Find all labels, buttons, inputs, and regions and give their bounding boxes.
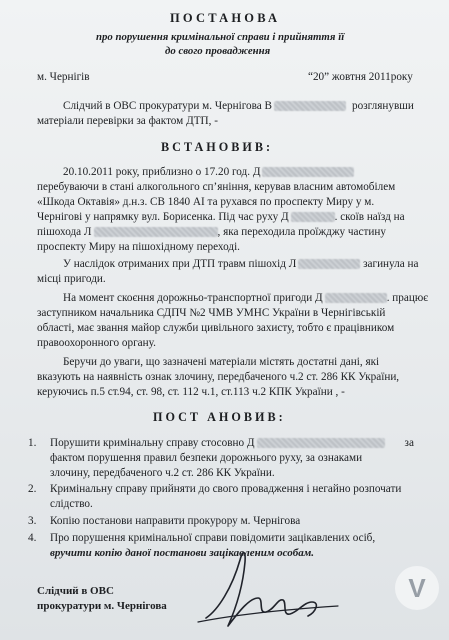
list-item-number: 1.	[28, 437, 37, 449]
list-item-2-line2: слідство.	[50, 498, 93, 510]
list-item-number: 4.	[28, 532, 37, 544]
p1-text-e: , яка переходила проїжджу частину	[217, 226, 386, 238]
list-item-number: 3.	[28, 515, 37, 527]
p1-line3: «Шкода Октавія» д.н.з. СВ 1840 АІ та рухався по проспекту Миру у м.	[37, 196, 375, 208]
place: м. Чернігів	[37, 71, 90, 83]
p2-line2: місці пригоди.	[37, 273, 106, 285]
list-item-2-line1: Кримінальну справу прийняти до свого провадження і негайно розпочати	[50, 483, 402, 495]
section-heading-resolved: ПОСТ АНОВИВ:	[153, 410, 286, 424]
list1-text-b: за	[404, 437, 414, 449]
redacted-name	[257, 438, 385, 448]
document-subtitle-line1: про порушення кримінальної справи і прийняття її	[96, 31, 345, 43]
p1-text-b: Чернігові у напрямку вул. Борисенка. Під час руху Д	[37, 211, 289, 223]
intro-text-b: розглянувши	[352, 100, 414, 112]
redacted-name	[274, 101, 346, 111]
watermark-logo-icon: V	[395, 566, 439, 610]
list-item-1-line3: злочину, передбаченого ч.2 ст. 286 КК України.	[50, 467, 275, 479]
list-item-1-line2: фактом порушення правил безпеки дорожнього руху, за ознаками	[50, 452, 363, 464]
signature-title-line2: прокуратури м. Чернігова	[37, 600, 167, 612]
intro-line1	[63, 100, 414, 113]
p4-line3: керуючись п.5 ст.94, ст. 98, ст. 112 ч.1, ст.113 ч.2 КПК України , -	[37, 386, 345, 398]
redacted-name	[291, 212, 335, 222]
p4-line1: Беручи до уваги, що зазначені матеріали містять достатні дані, які	[63, 356, 380, 368]
p2-line1	[63, 258, 418, 271]
date: “20” жовтня 2011року	[308, 71, 413, 83]
document-title: ПОСТАНОВА	[170, 11, 281, 25]
p1-line1	[63, 166, 354, 179]
p4-line2: вказують на наявність ознак злочину, передбаченого ч.2 ст. 286 КК України,	[37, 371, 400, 383]
redacted-name	[325, 293, 387, 303]
list-item-1-line1	[50, 437, 414, 450]
p1-text-a: 20.10.2011 року, приблизно о 17.20 год. Д	[63, 166, 261, 178]
p1-line5	[37, 226, 386, 239]
list-item-number: 2.	[28, 483, 37, 495]
document-subtitle-line2: до свого провадження	[165, 45, 271, 57]
p1-text-c: . скоїв наїзд на	[334, 211, 405, 223]
p1-text-d: пішохода Л	[37, 226, 92, 238]
signature-title-line1: Слідчий в ОВС	[37, 585, 114, 597]
list1-text-a: Порушити кримінальну справу стосовно Д	[50, 437, 255, 449]
section-heading-established: ВСТАНОВИВ:	[161, 140, 274, 154]
p2-text-a: У наслідок отриманих при ДТП травм пішохід Л	[63, 258, 297, 270]
list-item-4-line1: Про порушення кримінальної справи повідомити зацікавлених осіб,	[50, 532, 376, 544]
redacted-name	[298, 259, 360, 269]
intro-line2: матеріали перевірки за фактом ДТП, -	[37, 115, 218, 127]
p2-text-b: загинула на	[360, 258, 419, 270]
list-item-3-line1: Копію постанови направити прокурору м. Чернігова	[50, 515, 301, 527]
p1-line4	[37, 211, 405, 224]
p3-line4: правоохоронного органу.	[37, 337, 156, 349]
p3-text-b: . працює	[386, 292, 428, 304]
handwritten-signature	[188, 540, 348, 635]
p1-line2: перебуваючи в стані алкогольного сп’яніння, керував власним автомобілем	[37, 181, 396, 193]
p1-line6: проспекту Миру на пішохідному переході.	[37, 241, 240, 253]
p3-line3: області, має звання майор служби цивільного захисту, тобто є працівником	[37, 322, 395, 334]
redacted-name	[262, 167, 354, 177]
p3-line1	[63, 292, 428, 305]
p3-text-a: На момент скоєння дорожньо-транспортної пригоди Д	[63, 292, 323, 304]
list-item-4-line2: вручити копію даної постанови зацікавленим особам.	[50, 547, 314, 559]
intro-text-a: Слідчий в ОВС прокуратури м. Чернігова В	[63, 100, 273, 112]
p3-line2: заступником начальника СДПЧ №2 ЧМВ УМНС України в Чернігівській	[37, 307, 386, 319]
redacted-name	[94, 227, 218, 237]
